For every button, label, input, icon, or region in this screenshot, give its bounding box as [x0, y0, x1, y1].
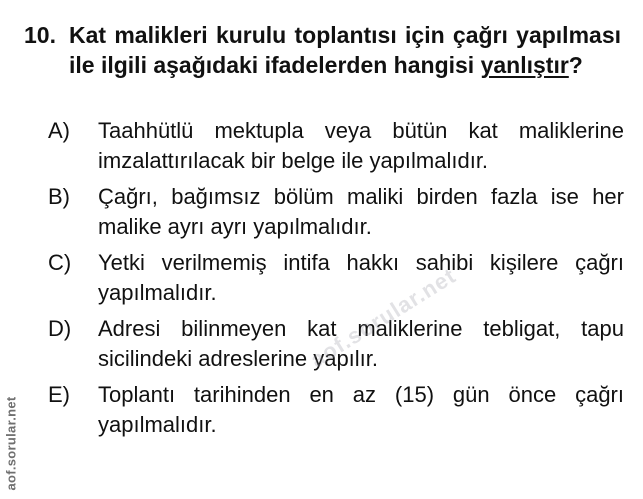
option-a[interactable] [48, 116, 624, 176]
answer-options [48, 116, 624, 446]
option-letter: B) [48, 184, 70, 209]
option-letter: A) [48, 118, 70, 143]
question-number: 10. [24, 22, 56, 48]
question-stem-emphasis: yanlıştır [480, 52, 569, 78]
option-text: Çağrı, bağımsız bölüm maliki birden fazla ise her malike ayrı ayrı yapılmalıdır. [98, 184, 624, 239]
option-letter: D) [48, 316, 72, 341]
option-text: Adresi bilinmeyen kat maliklerine tebligat, tapu sicilindeki adreslerine yapılır. [98, 316, 624, 371]
option-letter: E) [48, 382, 70, 407]
option-c[interactable] [48, 248, 624, 308]
side-watermark: aof.sorular.net [3, 396, 19, 491]
question-stem [69, 20, 621, 80]
question-stem-text: Kat malikleri kurulu toplantısı için çağrı yapılması ile ilgili aşağıdaki ifadelerden hangisi [69, 22, 621, 78]
question-stem-end: ? [568, 52, 583, 78]
option-text: Taahhütlü mektupla veya bütün kat maliklerine imzalattırılacak bir belge ile yapılmalıdır. [98, 118, 624, 173]
option-b[interactable] [48, 182, 624, 242]
option-letter: C) [48, 250, 72, 275]
option-e[interactable] [48, 380, 624, 440]
option-text: Toplantı tarihinden en az (15) gün önce çağrı yapılmalıdır. [98, 382, 624, 437]
center-watermark: aof.sorular.net [305, 262, 461, 373]
option-text: Yetki verilmemiş intifa hakkı sahibi kişilere çağrı yapılmalıdır. [98, 250, 624, 305]
